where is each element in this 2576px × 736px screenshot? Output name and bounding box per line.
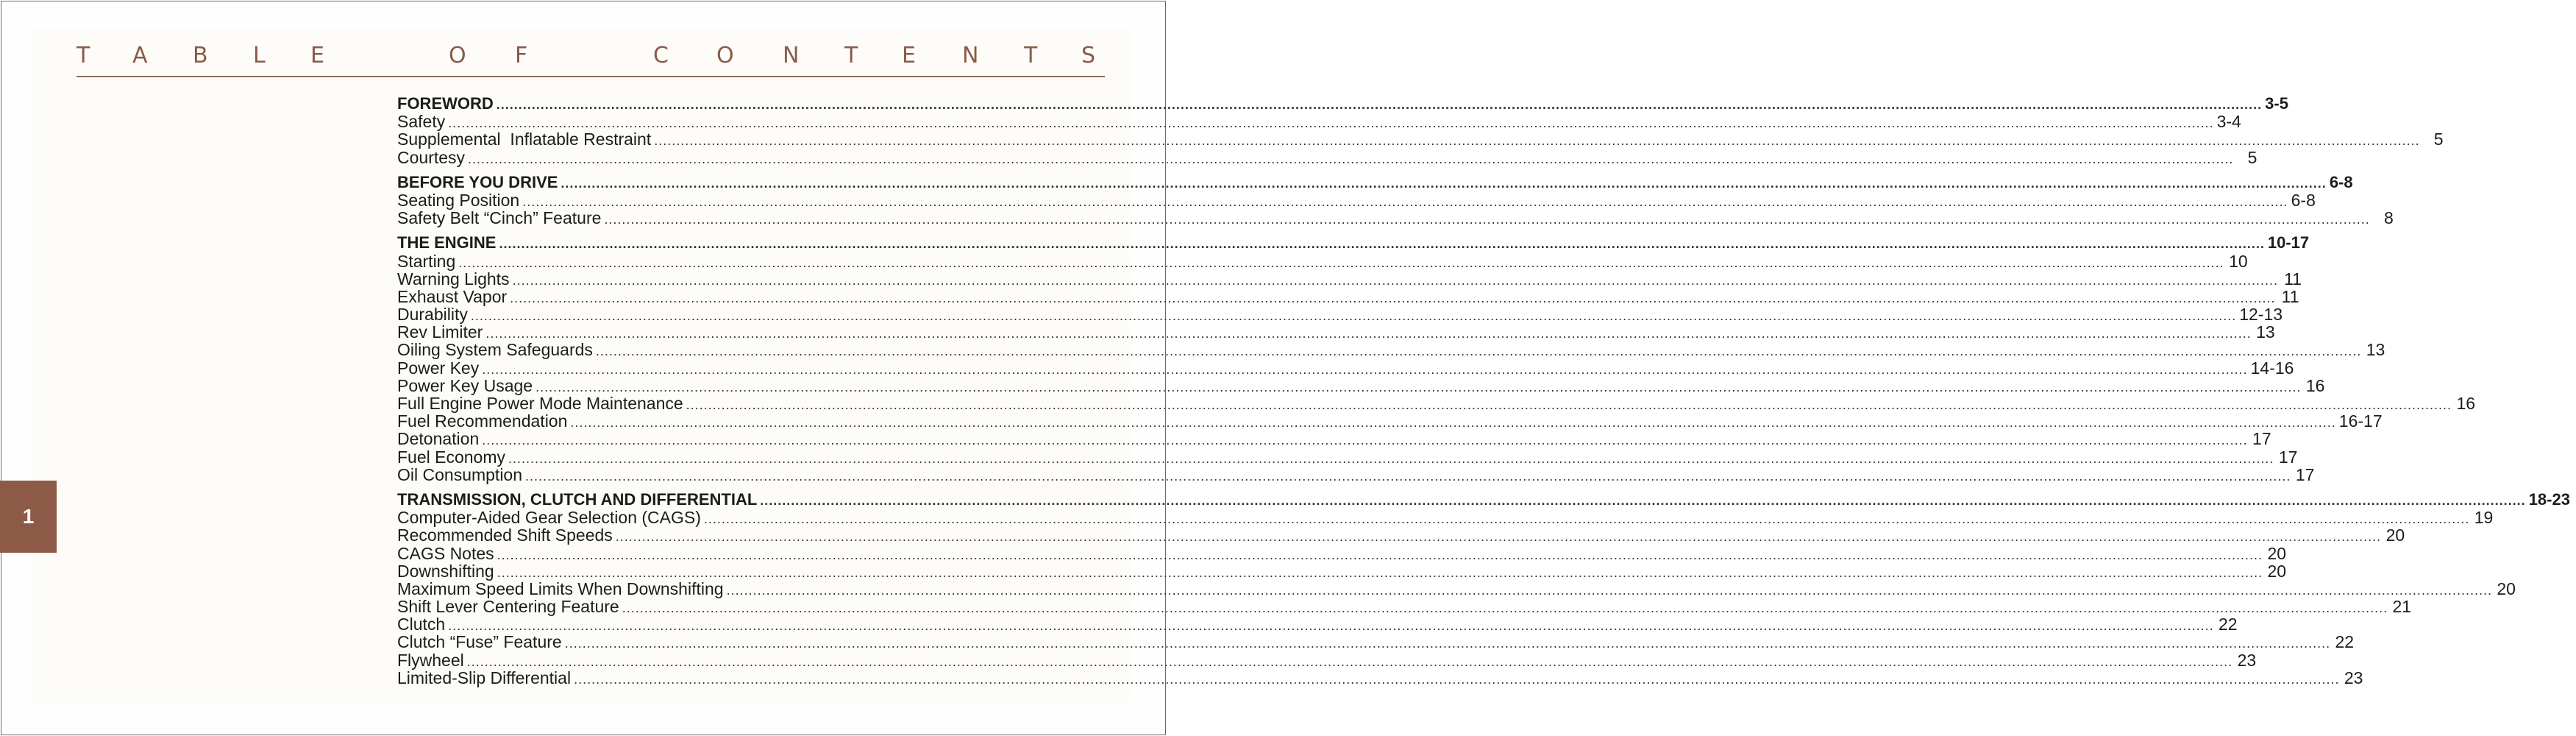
toc-entry[interactable] — [397, 578, 2516, 598]
toc-entry[interactable] — [397, 464, 2315, 484]
dot-leader: ................................................................................................................................................................................................................................................................................................................................................................................................................ — [525, 468, 2291, 484]
dot-leader: ................................................................................................................................................................................................................................................................................................................................................................................................................ — [570, 415, 2336, 431]
title-letter: T — [77, 43, 90, 68]
toc-page-number: 13 — [2366, 340, 2385, 360]
dot-leader: ................................................................................................................................................................................................................................................................................................................................................................................................................ — [564, 636, 2331, 651]
toc-entry-label: Shift Lever Centering Feature — [397, 597, 619, 617]
title-letter: T — [1024, 43, 1038, 68]
dot-leader: ................................................................................................................................................................................................................................................................................................................................................................................................................ — [574, 671, 2340, 687]
toc-page-number: 16-17 — [2338, 411, 2383, 431]
dot-leader: ................................................................................................................................................................................................................................................................................................................................................................................................................ — [458, 255, 2224, 270]
toc-entry-label: Clutch — [397, 615, 446, 634]
toc-heading-label: TRANSMISSION, CLUTCH AND DIFFERENTIAL — [397, 489, 758, 509]
dot-leader: ................................................................................................................................................................................................................................................................................................................................................................................................................ — [703, 512, 2470, 527]
toc-entry[interactable] — [397, 561, 2287, 581]
toc-page-number: 5 — [2247, 147, 2257, 167]
toc-page-number: 20 — [2385, 526, 2405, 545]
toc-entry[interactable] — [397, 668, 2363, 687]
toc-entry-label: Oiling System Safeguards — [397, 340, 593, 360]
toc-entry-label: Maximum Speed Limits When Downshifting — [397, 578, 724, 598]
toc-entry[interactable] — [397, 340, 2385, 360]
toc-entry-label: Courtesy — [397, 147, 466, 167]
toc-heading-label: FOREWORD — [397, 94, 494, 113]
toc-entry-label: Supplemental Inflatable Restraint — [397, 130, 652, 149]
dot-leader: ................................................................................................................................................................................................................................................................................................................................................................................................................ — [536, 379, 2302, 394]
toc-heading[interactable] — [397, 172, 2353, 191]
toc-page-number: 10 — [2229, 251, 2248, 271]
dot-leader: ................................................................................................................................................................................................................................................................................................................................................................................................................ — [760, 492, 2526, 508]
toc-entry-label: Starting — [397, 251, 456, 271]
dot-leader: ................................................................................................................................................................................................................................................................................................................................................................................................................ — [522, 194, 2288, 209]
dot-leader: ................................................................................................................................................................................................................................................................................................................................................................................................................ — [595, 344, 2362, 359]
toc-section-foreword — [397, 94, 2444, 167]
toc-entry[interactable] — [397, 543, 2287, 563]
toc-entry-label: Fuel Recommendation — [397, 411, 568, 431]
title-letter: S — [1081, 43, 1096, 68]
toc-entry-label: Fuel Economy — [397, 447, 506, 467]
toc-heading[interactable] — [397, 94, 2288, 113]
toc-entry[interactable] — [397, 650, 2257, 670]
dot-leader: ................................................................................................................................................................................................................................................................................................................................................................................................................ — [470, 308, 2237, 324]
title-letter: C — [653, 43, 669, 68]
page-number-tab — [0, 481, 57, 553]
toc-page-number: 3-4 — [2216, 112, 2241, 132]
page-number: 1 — [22, 505, 35, 528]
toc-page-number: 19 — [2474, 508, 2494, 528]
title-letter: N — [783, 43, 800, 68]
toc-entry-label: Downshifting — [397, 561, 494, 581]
toc-entry[interactable] — [397, 632, 2355, 652]
toc-page-number: 14-16 — [2250, 358, 2294, 378]
toc-entry-label: Exhaust Vapor — [397, 286, 508, 306]
toc-entry-label: Rev Limiter — [397, 322, 483, 342]
toc-section-the-engine — [397, 233, 2476, 484]
toc-page-number: 16 — [2456, 394, 2476, 413]
toc-page-number: 11 — [2284, 269, 2302, 289]
toc-entry-label: Flywheel — [397, 650, 464, 670]
toc-entry[interactable] — [397, 447, 2298, 467]
toc-entry-label: Safety — [397, 112, 446, 132]
dot-leader: ................................................................................................................................................................................................................................................................................................................................................................................................................ — [510, 290, 2276, 305]
toc-entry[interactable] — [397, 269, 2302, 289]
dot-leader: ................................................................................................................................................................................................................................................................................................................................................................................................................ — [604, 212, 2370, 227]
dot-leader: ................................................................................................................................................................................................................................................................................................................................................................................................................ — [561, 175, 2327, 191]
toc-page-number: 20 — [2267, 561, 2287, 581]
toc-entry-label: Oil Consumption — [397, 464, 523, 484]
toc-page-number: 23 — [2344, 668, 2363, 687]
toc-page-number: 6-8 — [2291, 190, 2316, 210]
toc-page-number: 17 — [2252, 429, 2271, 449]
toc-entry-label: Detonation — [397, 429, 480, 449]
toc-entry[interactable] — [397, 429, 2271, 449]
dot-leader: ................................................................................................................................................................................................................................................................................................................................................................................................................ — [508, 450, 2274, 466]
toc-entry-label: Power Key Usage — [397, 375, 533, 395]
toc-entry[interactable] — [397, 305, 2283, 325]
toc-page-number: 5 — [2433, 130, 2444, 149]
dot-leader: ................................................................................................................................................................................................................................................................................................................................................................................................................ — [497, 547, 2263, 562]
toc-entry-label: Seating Position — [397, 190, 520, 210]
dot-leader: ................................................................................................................................................................................................................................................................................................................................................................................................................ — [482, 361, 2248, 377]
toc-entry-label: Safety Belt “Cinch” Feature — [397, 208, 602, 228]
toc-page-number: 8 — [2384, 208, 2394, 228]
toc-entry[interactable] — [397, 322, 2275, 342]
toc-entry[interactable] — [397, 147, 2257, 167]
title-letter: T — [844, 43, 858, 68]
page-title — [77, 43, 1106, 72]
toc-page-number: 11 — [2281, 286, 2299, 306]
toc-page-number: 18-23 — [2528, 489, 2570, 509]
toc-entry-label: Computer-Aided Gear Selection (CAGS) — [397, 508, 701, 528]
toc-entry-label: Warning Lights — [397, 269, 510, 289]
dot-leader: ................................................................................................................................................................................................................................................................................................................................................................................................................ — [448, 618, 2214, 634]
dot-leader: ................................................................................................................................................................................................................................................................................................................................................................................................................ — [468, 151, 2234, 166]
toc-entry[interactable] — [397, 411, 2383, 431]
toc-heading[interactable] — [397, 233, 2310, 252]
title-letter: O — [716, 43, 734, 68]
toc-section-transmission — [397, 489, 2570, 687]
dot-leader: ................................................................................................................................................................................................................................................................................................................................................................................................................ — [496, 97, 2263, 112]
toc-page-number: 12-13 — [2239, 305, 2283, 325]
dot-leader: ................................................................................................................................................................................................................................................................................................................................................................................................................ — [654, 133, 2420, 149]
toc-page-number: 20 — [2497, 578, 2516, 598]
title-letter: E — [902, 43, 916, 68]
toc-page-number: 21 — [2392, 597, 2412, 617]
toc-page-number: 17 — [2295, 464, 2315, 484]
dot-leader: ................................................................................................................................................................................................................................................................................................................................................................................................................ — [499, 236, 2265, 252]
toc-entry[interactable] — [397, 112, 2241, 132]
toc-entry[interactable] — [397, 375, 2325, 395]
toc-heading-label: THE ENGINE — [397, 233, 497, 252]
dot-leader: ................................................................................................................................................................................................................................................................................................................................................................................................................ — [466, 654, 2233, 669]
toc-entry[interactable] — [397, 597, 2412, 617]
title-letter: N — [962, 43, 979, 68]
toc-entry-label: Durability — [397, 305, 468, 325]
toc-entry[interactable] — [397, 394, 2476, 413]
toc-entry[interactable] — [397, 251, 2248, 271]
toc-page-number: 16 — [2305, 375, 2325, 395]
toc-page-number: 10-17 — [2267, 233, 2310, 252]
toc-entry[interactable] — [397, 508, 2494, 528]
toc-entry-label: Recommended Shift Speeds — [397, 526, 613, 545]
toc-page-number: 6-8 — [2329, 172, 2353, 191]
dot-leader: ................................................................................................................................................................................................................................................................................................................................................................................................................ — [497, 565, 2263, 580]
dot-leader: ................................................................................................................................................................................................................................................................................................................................................................................................................ — [615, 529, 2382, 545]
toc-page-number: 22 — [2335, 632, 2355, 652]
toc-entry-label: Clutch “Fuse” Feature — [397, 632, 562, 652]
toc-page-number: 22 — [2219, 615, 2238, 634]
dot-leader: ................................................................................................................................................................................................................................................................................................................................................................................................................ — [726, 582, 2492, 598]
dot-leader: ................................................................................................................................................................................................................................................................................................................................................................................................................ — [485, 326, 2252, 342]
toc-heading-label: BEFORE YOU DRIVE — [397, 172, 558, 191]
toc-section-before-you-drive — [397, 172, 2394, 228]
toc-entry[interactable] — [397, 130, 2444, 149]
toc-page-number: 23 — [2237, 650, 2257, 670]
title-letter: E — [310, 43, 324, 68]
toc-entry-label: CAGS Notes — [397, 543, 494, 563]
dot-leader: ................................................................................................................................................................................................................................................................................................................................................................................................................ — [686, 397, 2452, 412]
toc-entry-label: Power Key — [397, 358, 480, 378]
toc-entry[interactable] — [397, 190, 2316, 210]
toc-page-number: 3-5 — [2265, 94, 2288, 113]
title-underline — [77, 76, 1105, 77]
dot-leader: ................................................................................................................................................................................................................................................................................................................................................................................................................ — [448, 116, 2214, 131]
toc-page-number: 17 — [2278, 447, 2298, 467]
dot-leader: ................................................................................................................................................................................................................................................................................................................................................................................................................ — [482, 433, 2248, 448]
toc-entry-label: Full Engine Power Mode Maintenance — [397, 394, 683, 413]
toc-entry[interactable] — [397, 526, 2405, 545]
toc-entry[interactable] — [397, 208, 2394, 228]
toc-entry[interactable] — [397, 286, 2299, 306]
toc-page-number: 13 — [2256, 322, 2275, 342]
title-letter: F — [515, 43, 528, 68]
title-letter: O — [449, 43, 466, 68]
title-letter: L — [253, 43, 266, 68]
toc-entry-label: Limited-Slip Differential — [397, 668, 572, 687]
toc-heading[interactable] — [397, 489, 2570, 509]
dot-leader: ................................................................................................................................................................................................................................................................................................................................................................................................................ — [622, 601, 2388, 616]
toc-entry[interactable] — [397, 358, 2294, 378]
title-letter: A — [132, 43, 148, 68]
table-of-contents — [397, 94, 2570, 687]
dot-leader: ................................................................................................................................................................................................................................................................................................................................................................................................................ — [512, 272, 2278, 288]
toc-page-number: 20 — [2267, 543, 2287, 563]
toc-entry[interactable] — [397, 615, 2238, 634]
title-letter: B — [193, 43, 208, 68]
